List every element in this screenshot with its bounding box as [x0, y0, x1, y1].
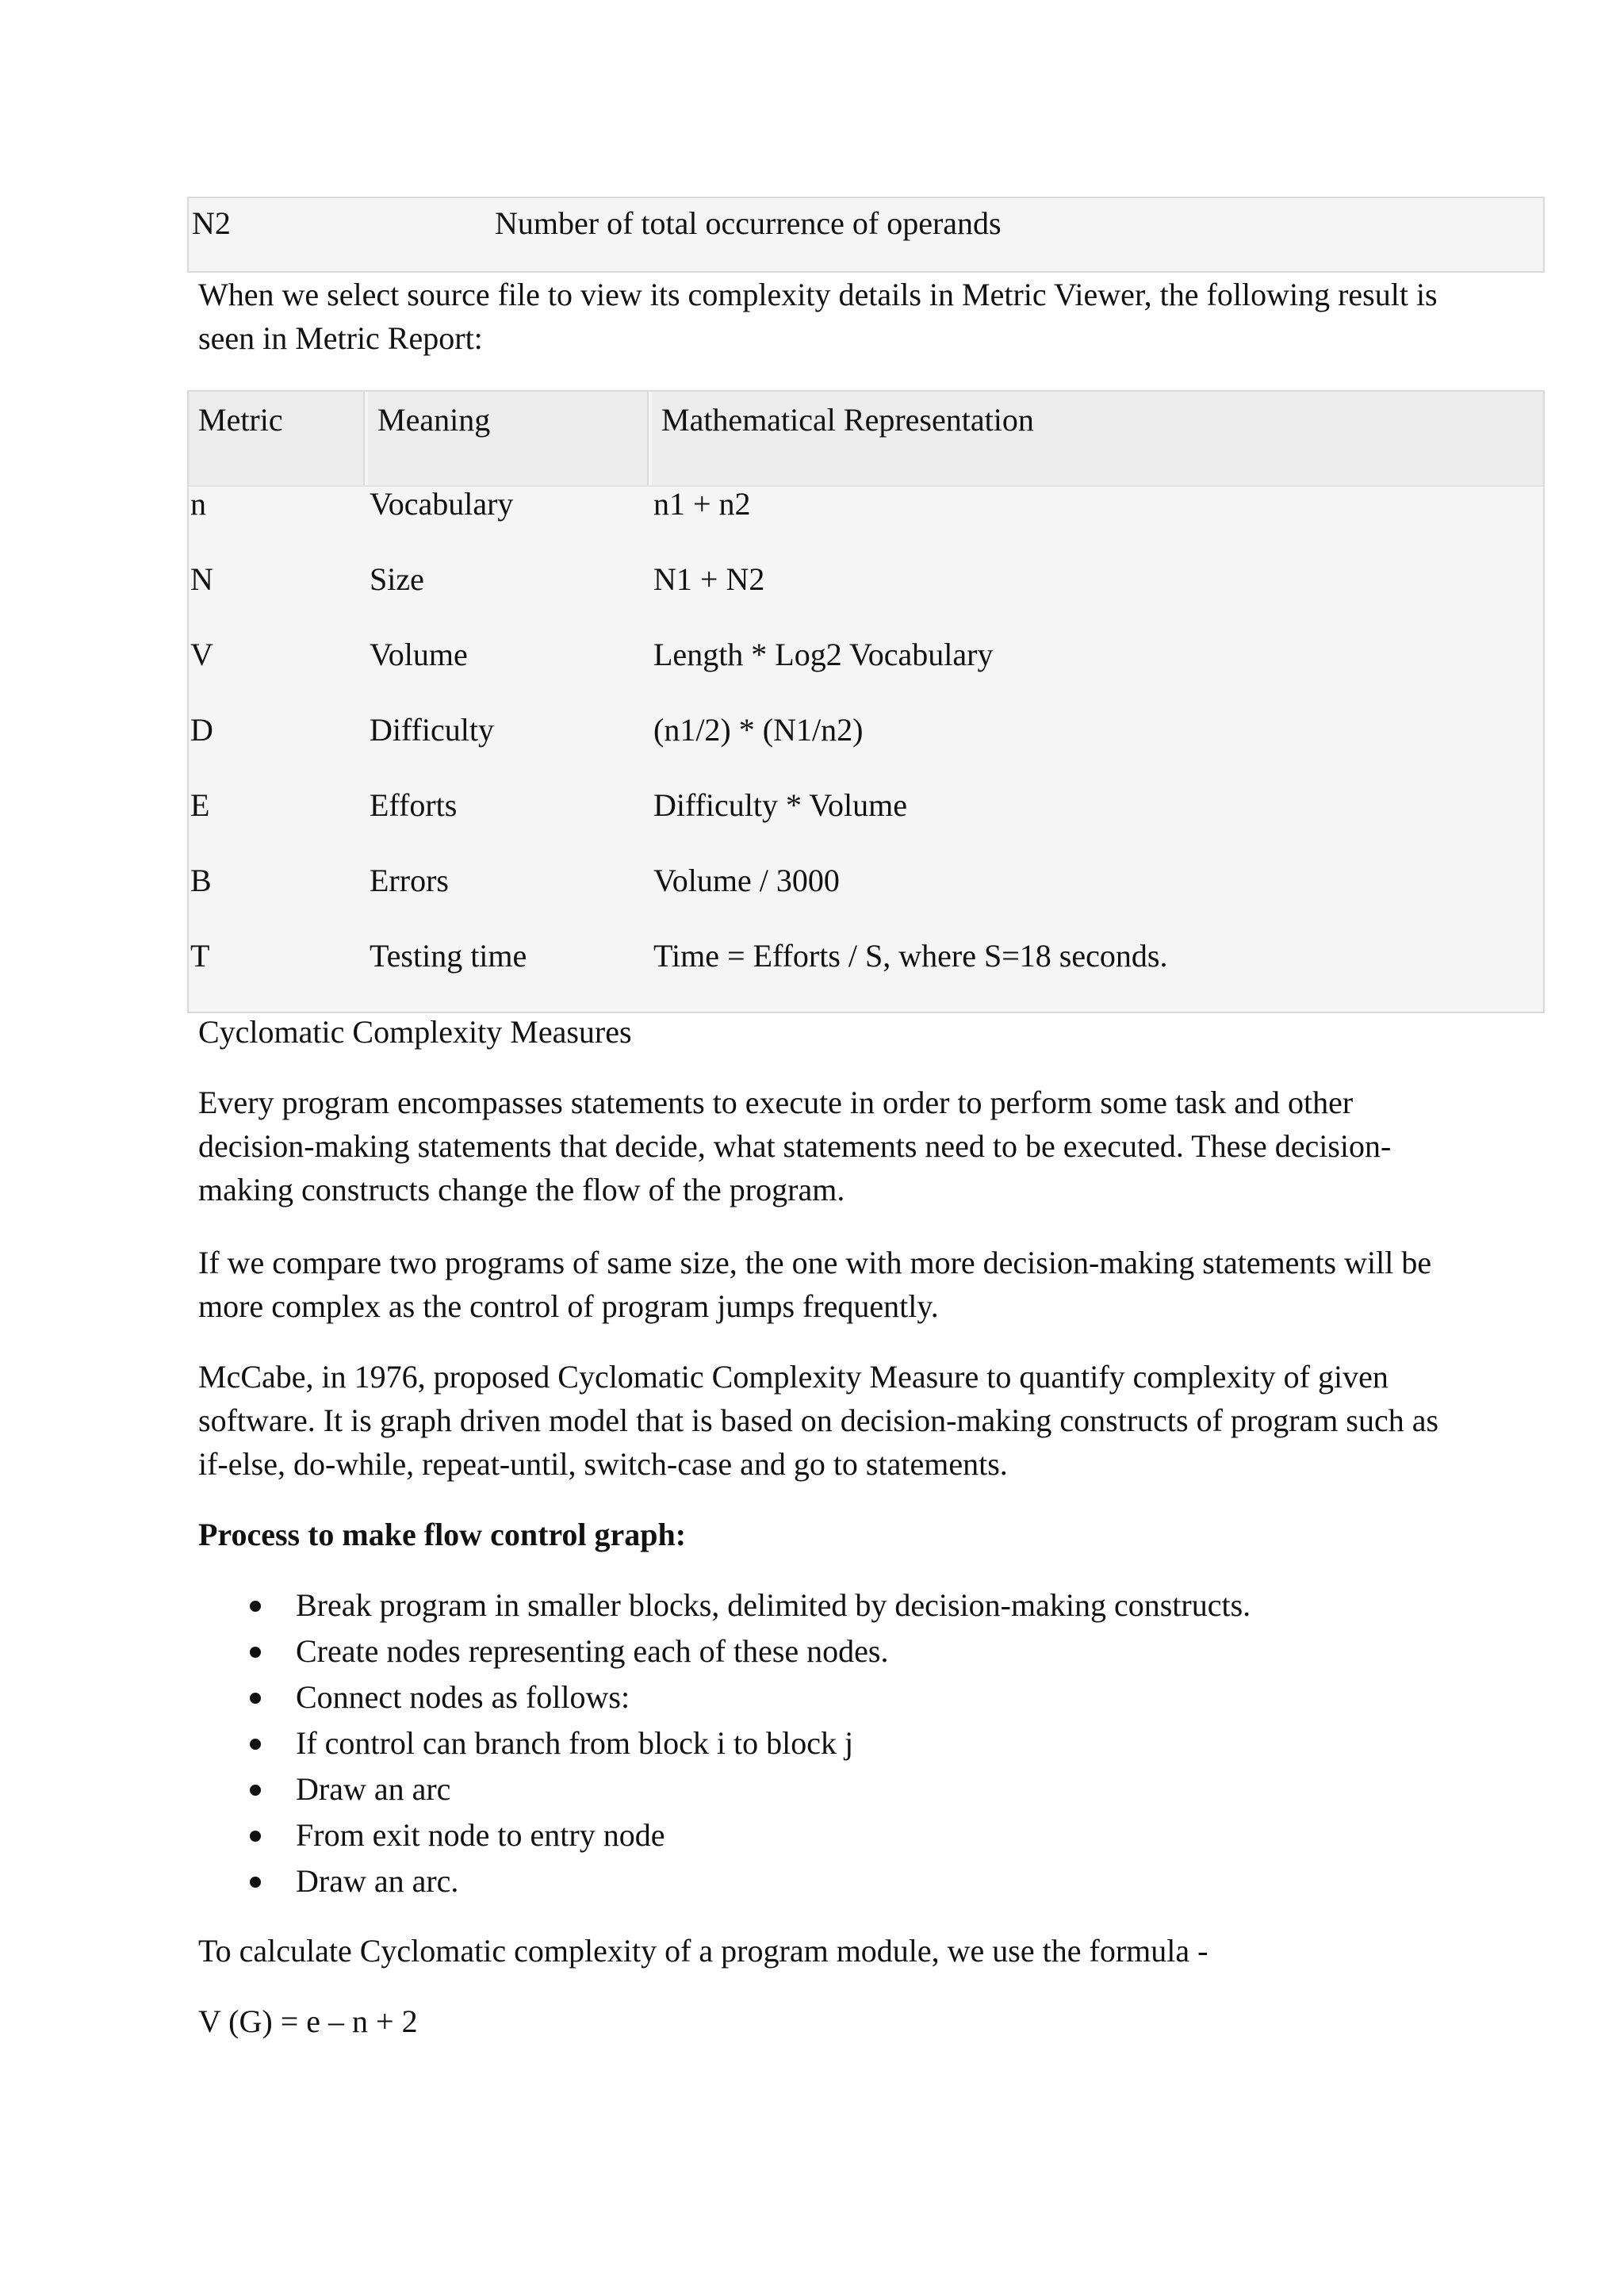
- list-item: Connect nodes as follows:: [296, 1674, 1485, 1720]
- metric-table: [187, 390, 1545, 1013]
- list-item: Break program in smaller blocks, delimited by decision-making constructs.: [296, 1582, 1485, 1628]
- table-cell-symbol: N2: [192, 205, 231, 241]
- bullet-icon: [250, 1647, 261, 1658]
- intro-paragraph: When we select source file to view its complexity details in Metric Viewer, the following result is seen in Metric Report:: [198, 277, 1438, 356]
- process-steps-list: [296, 1582, 1485, 1904]
- table-row: N Size N1 + N2: [190, 561, 765, 597]
- list-item: From exit node to entry node: [296, 1812, 1485, 1858]
- table-row: V Volume Length * Log2 Vocabulary: [190, 637, 994, 672]
- table-row: D Difficulty (n1/2) * (N1/n2): [190, 712, 864, 748]
- column-header-meaning: Meaning: [368, 392, 649, 485]
- table-cell-description: Number of total occurrence of operands: [495, 205, 1002, 241]
- bullet-icon: [250, 1601, 261, 1612]
- list-item: Draw an arc.: [296, 1858, 1485, 1904]
- bullet-icon: [250, 1831, 261, 1842]
- column-header-representation: Mathematical Representation: [652, 392, 1543, 485]
- list-item: Create nodes representing each of these nodes.: [296, 1628, 1485, 1674]
- paragraph-decision-making: Every program encompasses statements to execute in order to perform some task and other decision-making statements that decide, what statements need to be executed. These decision-making constructs change the flow of the program.: [198, 1085, 1392, 1207]
- list-item: If control can branch from block i to block j: [296, 1720, 1485, 1766]
- bullet-icon: [250, 1739, 261, 1750]
- formula: V (G) = e – n + 2: [198, 2003, 418, 2039]
- table-row: B Errors Volume / 3000: [190, 863, 840, 898]
- bullet-icon: [250, 1877, 261, 1888]
- table-row: E Efforts Difficulty * Volume: [190, 787, 907, 823]
- table-row: T Testing time Time = Efforts / S, where S=18 seconds.: [190, 938, 1168, 974]
- bullet-icon: [250, 1785, 261, 1796]
- operand-table: [187, 197, 1545, 273]
- paragraph-compare-programs: If we compare two programs of same size, the one with more decision-making statements will be more complex as the control of program jumps frequently.: [198, 1245, 1432, 1324]
- bullet-icon: [250, 1693, 261, 1704]
- section-title: Cyclomatic Complexity Measures: [198, 1014, 632, 1050]
- table-row: n Vocabulary n1 + n2: [190, 486, 751, 522]
- paragraph-mccabe: McCabe, in 1976, proposed Cyclomatic Complexity Measure to quantify complexity of given software. It is graph driven model that is based on decision-making constructs of program such as if-else, do-while, repeat-until, switch-case and go to statements.: [198, 1359, 1439, 1482]
- process-heading: Process to make flow control graph:: [198, 1517, 687, 1552]
- column-header-metric: Metric: [189, 392, 365, 485]
- formula-intro: To calculate Cyclomatic complexity of a program module, we use the formula -: [198, 1933, 1208, 1969]
- list-item: Draw an arc: [296, 1766, 1485, 1812]
